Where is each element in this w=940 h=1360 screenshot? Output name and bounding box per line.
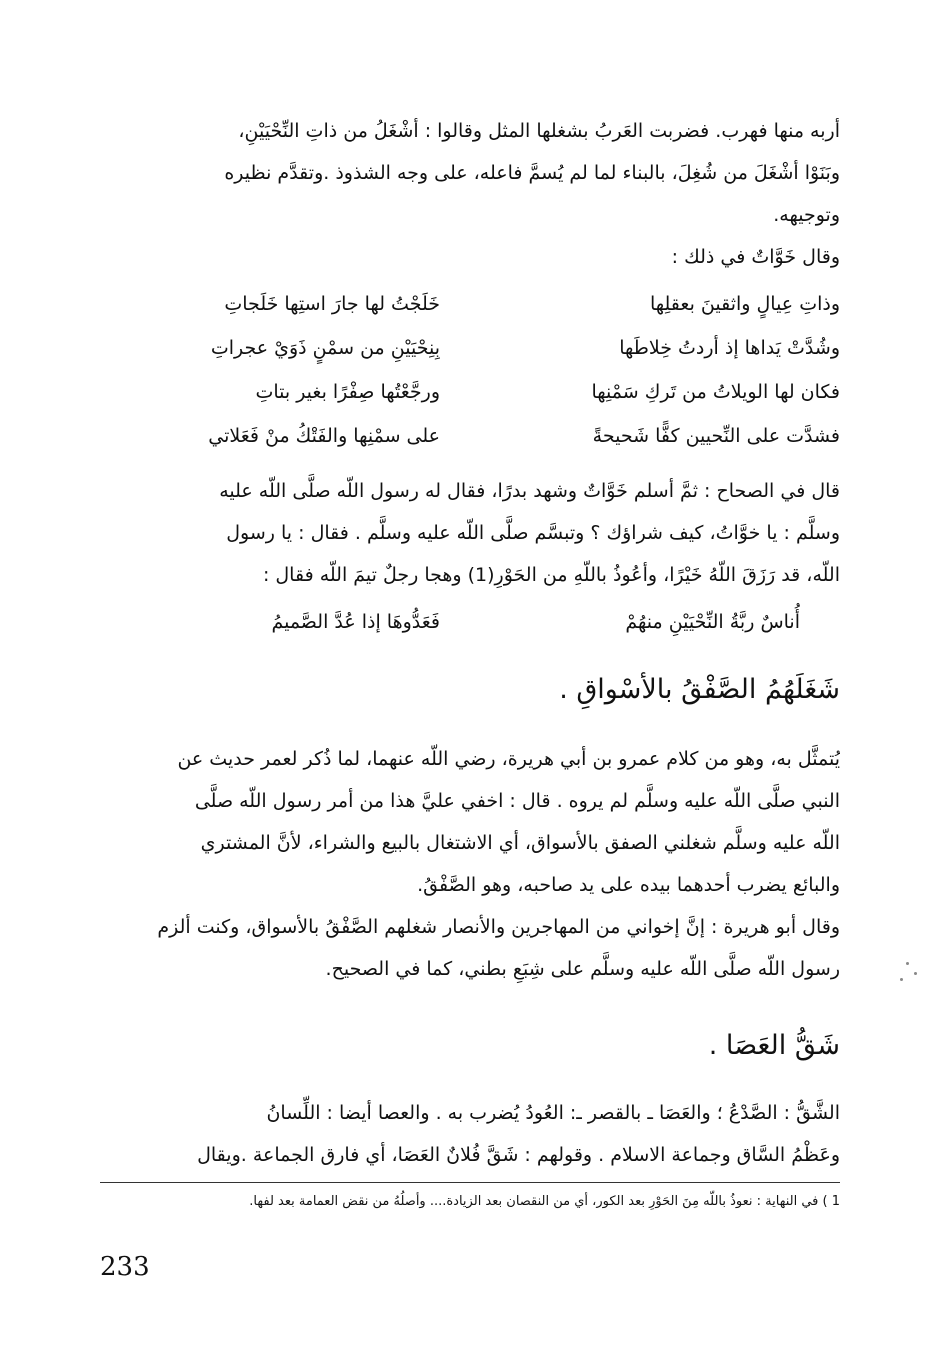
footnote: 1 ) في النهاية : نعوذُ باللّه مِنَ الحَوْرِ بعد الكور، أي من النقصان بعد الزيادة.... وأصلُهُ من نقض العمامة بعد لفها. xyxy=(249,1194,840,1209)
footnote-divider xyxy=(100,1182,840,1183)
verse-first-hemistich: وشُدَّتْ يَداها إذ أردتُ خِلاطَها xyxy=(619,337,840,359)
section-heading: شَقُّ العَصَا . xyxy=(708,1030,840,1061)
section-heading: شَغَلَهُمُ الصَّفْقُ بالأسْواقِ . xyxy=(559,674,840,705)
text-line: يُتمثَّل به، وهو من كلام عمرو بن أبي هريرة، رضي اللّه عنهما، لما ذُكر لعمر حديث عن xyxy=(177,748,840,770)
verse-first-hemistich: وذاتِ عِيالٍ واثقينَ بعقلِها xyxy=(649,293,840,315)
paragraph-mid xyxy=(100,470,840,596)
paragraph-top xyxy=(100,110,840,278)
text-line: النبي صلَّى اللّه عليه وسلَّم لم يروه . قال : اخفي عليَّ هذا من أمر رسول اللّه صلَّى xyxy=(194,790,840,812)
scan-speck xyxy=(906,962,909,965)
scan-speck xyxy=(900,978,903,981)
verse-line xyxy=(100,414,840,458)
text-line: والبائع يضرب أحدهما بيده على يد صاحبه، وهو الصَّفْقُ. xyxy=(417,874,840,896)
text-line: وقال خَوَّاتٌ في ذلك : xyxy=(671,246,840,268)
verse-second-hemistich: ورجَّعْتُها صِفْرًا بغير بتاتِ xyxy=(255,381,440,403)
scan-speck xyxy=(914,972,917,975)
verse-second-hemistich: على سمْنِها والفَتْكُ منْ فَعَلاتي xyxy=(208,425,440,447)
text-line: وقال أبو هريرة : إنَّ إخواني من المهاجرين والأنصار شغلهم الصَّفْقُ بالأسواق، وكنت ألزم xyxy=(157,916,840,938)
paragraph-section-1 xyxy=(100,738,840,990)
verse-second-hemistich: خَلَجْتُ لها جارَ استِها خَلَجاتِ xyxy=(224,293,440,315)
paragraph-section-2 xyxy=(100,1092,840,1176)
text-line: قال في الصحاح : ثمَّ أسلم خَوَّاتٌ وشهد بدرًا، فقال له رسول اللّه صلَّى اللّه عليه xyxy=(219,480,840,502)
verse-first-hemistich: فكان لها الويلاتُ من تَركِ سَمْنِها xyxy=(591,381,840,403)
text-line: وتوجيهه. xyxy=(773,204,840,226)
text-line: الشَّقُّ : الصَّدْعُ ؛ والعَصَا ـ بالقصر ـ: العُودُ يُضرب به . والعصا أيضا : اللِّسانُ xyxy=(266,1102,840,1124)
text-line: اللّه عليه وسلَّم شغلني الصفق بالأسواق، أي الاشتغال بالبيع والشراء، لأنَّ المشتري xyxy=(200,832,840,854)
text-line: أربه منها فهرب. فضربت العَربُ بشغلها المثل وقالوا : أشْغَلُ من ذاتِ النِّحْيَيْنِ، xyxy=(238,120,840,142)
text-line: رسول اللّه صلَّى اللّه عليه وسلَّم على شِبَعِ بطني، كما في الصحيح. xyxy=(325,958,840,980)
poem-verses xyxy=(100,282,840,458)
text-line: وسلَّم : يا خوَّاتُ، كيف شراؤك ؟ وتبسَّم صلَّى اللّه عليه وسلَّم . فقال : يا رسول xyxy=(226,522,840,544)
verse-line-single xyxy=(100,600,840,644)
verse-second-hemistich: بِنِحْيَيْنِ من سمْنٍ ذَوَيْ عجراتِ xyxy=(210,337,440,359)
verse-first-hemistich: أُناسٌ ربَّةُ النِّحْيَيْنِ منهُمْ xyxy=(625,611,800,633)
verse-line xyxy=(100,326,840,370)
text-line: وبَنَوْا أشْغَلَ من شُغِلَ، بالبناء لما لم يُسمَّ فاعله، على وجه الشذوذ .وتقدَّم نظيره xyxy=(224,162,840,184)
text-line: وعَظْمُ السَّاق وجماعة الاسلام . وقولهم : شَقَّ فُلانٌ العَصَا، أي فارق الجماعة .ويقال xyxy=(197,1144,840,1166)
verse-first-hemistich: فشدَّت على النِّحيين كفًّا شَحيحةً xyxy=(592,425,840,447)
verse-line xyxy=(100,282,840,326)
page-number: 233 xyxy=(100,1252,150,1282)
text-line: اللّه، قد رَزَقَ اللّهُ خَيْرًا، وأعُوذُ باللّهِ من الحَوْرِ(1) وهجا رجلٌ تيمَ اللّه فقال : xyxy=(262,564,840,586)
verse-second-hemistich: فَعَدُّوهَا إذا عُدَّ الصَّميمُ xyxy=(271,611,440,633)
verse-line xyxy=(100,370,840,414)
